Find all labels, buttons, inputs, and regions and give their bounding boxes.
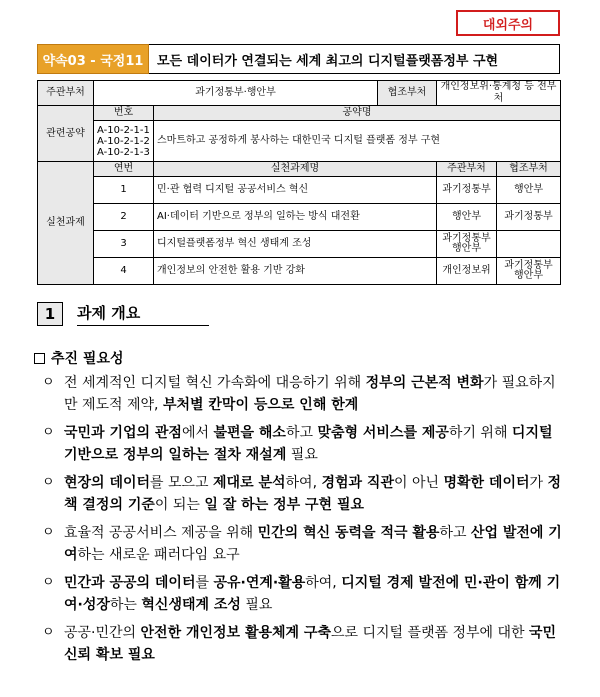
external-caution-badge: 대외주의 bbox=[456, 10, 560, 36]
pledge-number: A-10-2-1-1 bbox=[97, 124, 150, 136]
pledge-number-header: 번호 bbox=[94, 106, 154, 121]
bullet-text bbox=[64, 572, 562, 616]
task-name: 디지털플랫폼정부 혁신 생태계 조성 bbox=[154, 231, 437, 258]
title-bar bbox=[37, 44, 560, 74]
body-text: 하는 bbox=[109, 597, 142, 613]
body-text: 하는 새로운 패러다임 요구 bbox=[77, 547, 240, 563]
task-number: 1 bbox=[94, 177, 154, 204]
table-row bbox=[38, 204, 561, 231]
emphasis-text: 민간과 공공의 데이터 bbox=[64, 575, 196, 591]
task-lead: 과기정통부 bbox=[437, 177, 497, 204]
bullet-text bbox=[64, 422, 562, 466]
emphasis-text: 부처별 칸막이 등으로 인해 한계 bbox=[162, 397, 359, 413]
body-text: 전 세계적인 디지털 혁신 가속화에 대응하기 위해 bbox=[64, 375, 366, 391]
body-text: 하여, bbox=[285, 475, 322, 491]
task-coop: 과기정통부 bbox=[497, 204, 561, 231]
emphasis-text: 안전한 개인정보 활용체계 구축 bbox=[140, 625, 331, 641]
checkbox-icon bbox=[34, 353, 45, 364]
emphasis-text: 현장의 데이터 bbox=[64, 475, 151, 491]
emphasis-text: 일 잘 하는 정부 구현 필요 bbox=[204, 497, 365, 513]
task-name: 개인정보의 안전한 활용 기반 강화 bbox=[154, 258, 437, 285]
section-number: 1 bbox=[37, 302, 63, 326]
body-text: 효율적 공공서비스 제공을 위해 bbox=[64, 525, 258, 541]
circle-bullet-icon: ㅇ bbox=[42, 475, 55, 490]
bullet-text bbox=[64, 622, 562, 666]
table-row bbox=[38, 177, 561, 204]
pledge-number: A-10-2-1-3 bbox=[97, 146, 150, 158]
bullet-text bbox=[64, 522, 562, 566]
task-coop: 과기정통부 행안부 bbox=[497, 258, 561, 285]
related-pledge-label: 관련공약 bbox=[38, 106, 94, 162]
body-text: 필요 bbox=[240, 597, 273, 613]
list-item bbox=[42, 572, 562, 616]
task-coop-header: 협조부처 bbox=[497, 162, 561, 177]
task-name-header: 실천과제명 bbox=[154, 162, 437, 177]
body-text: 이 아닌 bbox=[393, 475, 444, 491]
list-item bbox=[42, 622, 562, 666]
pledge-name-header: 공약명 bbox=[154, 106, 561, 121]
task-lead-header: 주관부처 bbox=[437, 162, 497, 177]
list-item bbox=[42, 372, 562, 416]
coop-ministry-label: 협조부처 bbox=[378, 81, 437, 106]
table-row bbox=[38, 231, 561, 258]
task-number-header: 연번 bbox=[94, 162, 154, 177]
lead-ministry-label: 주관부처 bbox=[38, 81, 94, 106]
emphasis-text: 국민과 기업의 관점 bbox=[64, 425, 182, 441]
pledge-number: A-10-2-1-2 bbox=[97, 135, 150, 147]
emphasis-text: 경험과 직관 bbox=[321, 475, 394, 491]
pledge-numbers bbox=[94, 121, 154, 162]
body-text: 하고 bbox=[439, 525, 471, 541]
task-lead: 과기정통부 행안부 bbox=[437, 231, 497, 258]
body-text: 하기 위해 bbox=[448, 425, 512, 441]
table-row bbox=[38, 258, 561, 285]
section-header bbox=[37, 302, 209, 326]
emphasis-text: 제대로 분석 bbox=[213, 475, 286, 491]
emphasis-text: 민간의 혁신 동력을 적극 활용 bbox=[257, 525, 440, 541]
coop-ministry-value: 개인정보위·통계청 등 전부처 bbox=[437, 81, 561, 106]
body-text: 으로 디지털 플랫폼 정부에 대한 bbox=[330, 625, 530, 641]
body-text: 가 bbox=[529, 475, 548, 491]
circle-bullet-icon: ㅇ bbox=[42, 425, 55, 440]
task-name: 민·관 협력 디지털 공공서비스 혁신 bbox=[154, 177, 437, 204]
lead-ministry-value: 과기정통부·행안부 bbox=[94, 81, 378, 106]
circle-bullet-icon: ㅇ bbox=[42, 575, 55, 590]
emphasis-text: 정부의 근본적 변화 bbox=[365, 375, 484, 391]
circle-bullet-icon: ㅇ bbox=[42, 525, 55, 540]
body-text: 이 되는 bbox=[154, 497, 205, 513]
pledge-tag: 약속03 - 국정11 bbox=[37, 44, 149, 74]
emphasis-text: 혁신생태계 조성 bbox=[141, 597, 241, 613]
body-text: 필요 bbox=[286, 447, 318, 463]
circle-bullet-icon: ㅇ bbox=[42, 375, 55, 390]
task-number: 3 bbox=[94, 231, 154, 258]
task-number: 2 bbox=[94, 204, 154, 231]
bullet-text bbox=[64, 472, 562, 516]
body-text: 를 bbox=[195, 575, 214, 591]
pledge-name: 스마트하고 공정하게 봉사하는 대한민국 디지털 플랫폼 정부 구현 bbox=[154, 121, 561, 162]
task-number: 4 bbox=[94, 258, 154, 285]
emphasis-text: 맞춤형 서비스를 제공 bbox=[317, 425, 449, 441]
body-text: 를 모으고 bbox=[150, 475, 214, 491]
task-lead: 개인정보위 bbox=[437, 258, 497, 285]
emphasis-text: 디지털 경제 발전에 민·관이 함께 기여·성장 bbox=[64, 575, 561, 613]
emphasis-text: 명확한 데이터 bbox=[443, 475, 530, 491]
subheading-text: 추진 필요성 bbox=[51, 351, 124, 367]
page-title: 모든 데이터가 연결되는 세계 최고의 디지털플랫폼정부 구현 bbox=[149, 44, 560, 74]
body-text: 하여, bbox=[305, 575, 342, 591]
task-lead: 행안부 bbox=[437, 204, 497, 231]
task-coop bbox=[497, 231, 561, 258]
task-coop: 행안부 bbox=[497, 177, 561, 204]
emphasis-text: 국민 신뢰 확보 필요 bbox=[64, 625, 557, 663]
list-item bbox=[42, 472, 562, 516]
subheading bbox=[34, 348, 124, 368]
emphasis-text: 디지털 기반으로 정부의 일하는 절차 재설계 bbox=[64, 425, 553, 463]
emphasis-text: 공유·연계·활용 bbox=[213, 575, 306, 591]
task-name: AI·데이터 기반으로 정부의 일하는 방식 대전환 bbox=[154, 204, 437, 231]
body-text: 하고 bbox=[285, 425, 318, 441]
emphasis-text: 산업 발전에 기여 bbox=[64, 525, 562, 563]
task-info-table bbox=[37, 80, 561, 285]
circle-bullet-icon: ㅇ bbox=[42, 625, 55, 640]
body-text: 에서 bbox=[181, 425, 214, 441]
body-text: 공공·민간의 bbox=[64, 625, 141, 641]
practice-tasks-label: 실천과제 bbox=[38, 162, 94, 285]
emphasis-text: 불편을 해소 bbox=[213, 425, 286, 441]
bullet-text bbox=[64, 372, 562, 416]
list-item bbox=[42, 422, 562, 466]
body-text: 가 필요하지만 제도적 제약, bbox=[64, 375, 556, 413]
emphasis-text: 정책 결정의 기준 bbox=[64, 475, 562, 513]
list-item bbox=[42, 522, 562, 566]
section-title: 과제 개요 bbox=[77, 302, 209, 326]
